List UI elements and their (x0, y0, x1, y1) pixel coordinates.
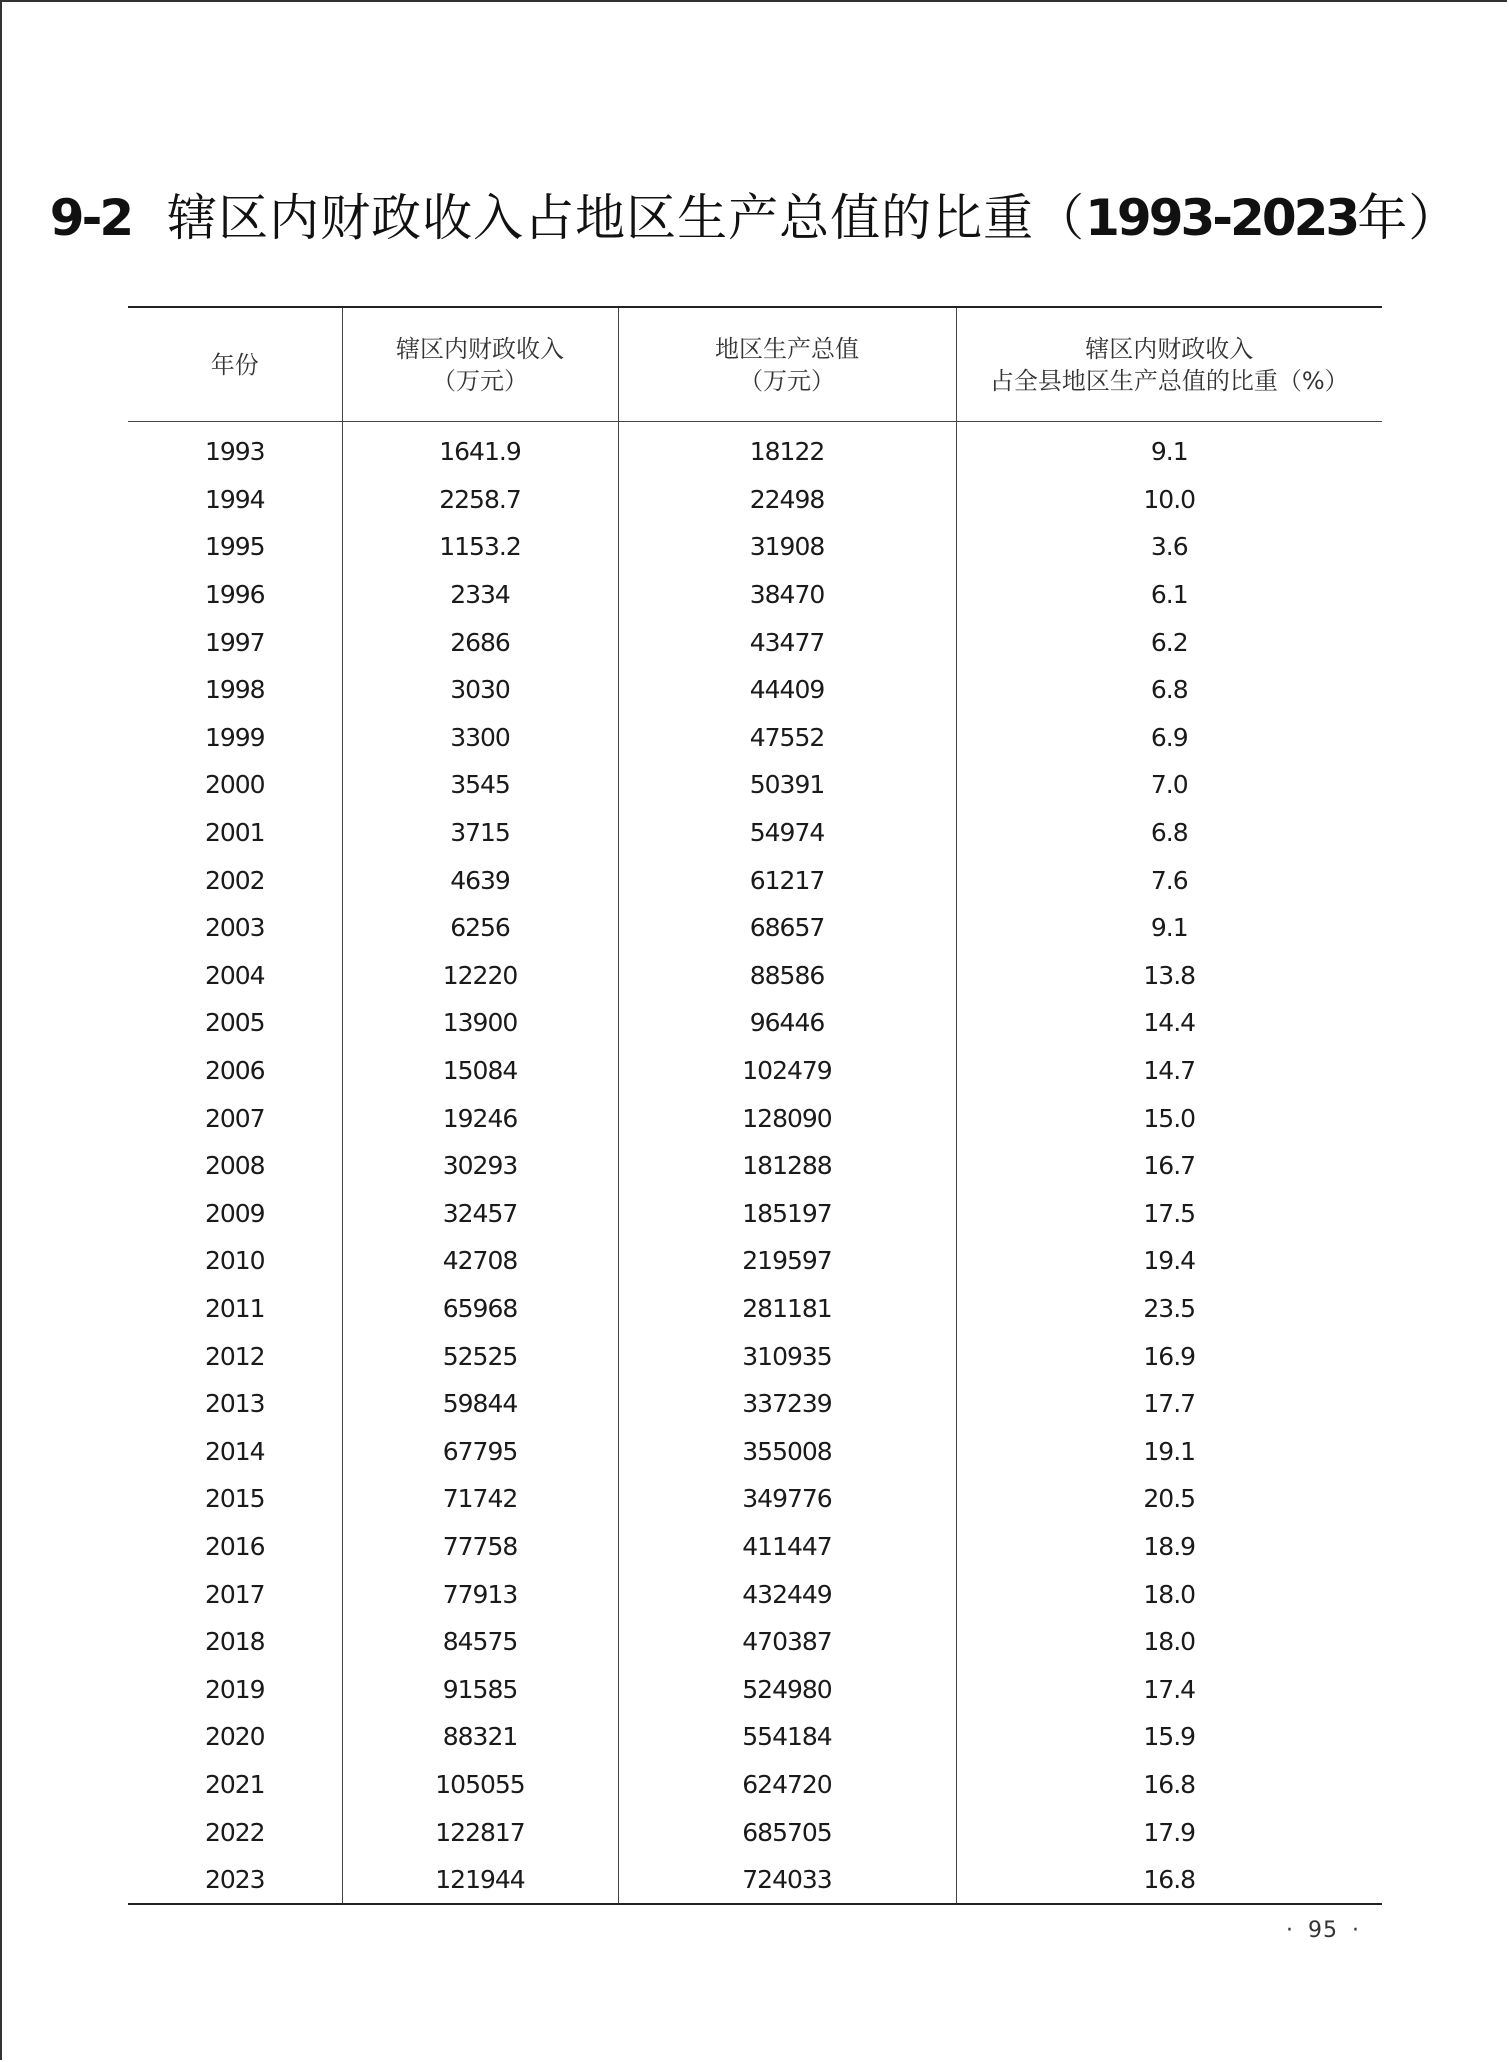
table-row (128, 422, 1382, 476)
data-table-container (128, 306, 1382, 1905)
cell-year: 2006 (204, 1056, 265, 1086)
table-body (128, 422, 1382, 1905)
cell-ratio: 16.9 (956, 1332, 1382, 1380)
table-row (128, 571, 1382, 619)
cell-fiscal-revenue: 42708 (342, 1237, 618, 1285)
header-ratio-line2: 占全县地区生产总值的比重（%） (989, 366, 1349, 395)
cell-ratio: 6.8 (956, 666, 1382, 714)
header-ratio-line1: 辖区内财政收入 (1085, 334, 1254, 363)
table-row (128, 999, 1382, 1047)
cell-gdp: 337239 (618, 1380, 956, 1428)
cell-gdp: 724033 (618, 1856, 956, 1905)
cell-year: 2003 (204, 913, 265, 943)
cell-ratio: 13.8 (956, 952, 1382, 1000)
table-row (128, 1332, 1382, 1380)
cell-year: 1994 (204, 484, 265, 514)
table-row (128, 1665, 1382, 1713)
cell-year: 1997 (204, 627, 265, 657)
cell-gdp: 22498 (618, 476, 956, 524)
cell-fiscal-revenue: 12220 (342, 952, 618, 1000)
cell-year: 2002 (204, 865, 265, 895)
cell-fiscal-revenue: 65968 (342, 1285, 618, 1333)
title-suffix: 年） (1357, 189, 1460, 247)
cell-ratio: 16.8 (956, 1856, 1382, 1905)
cell-ratio: 23.5 (956, 1285, 1382, 1333)
cell-gdp: 219597 (618, 1237, 956, 1285)
header-year-label: 年份 (210, 350, 259, 379)
table-row (128, 1047, 1382, 1095)
cell-fiscal-revenue: 3300 (342, 714, 618, 762)
cell-year: 2014 (204, 1436, 265, 1466)
cell-year: 1996 (204, 580, 265, 610)
cell-gdp: 88586 (618, 952, 956, 1000)
cell-fiscal-revenue: 1153.2 (342, 523, 618, 571)
cell-ratio: 14.4 (956, 999, 1382, 1047)
table-row (128, 1761, 1382, 1809)
table-row (128, 1475, 1382, 1523)
cell-gdp: 38470 (618, 571, 956, 619)
cell-year: 2018 (204, 1627, 265, 1657)
cell-fiscal-revenue: 84575 (342, 1618, 618, 1666)
table-row (128, 1380, 1382, 1428)
table-number: 9-2 (49, 189, 132, 247)
cell-gdp: 411447 (618, 1523, 956, 1571)
table-row (128, 1427, 1382, 1475)
page-number-dot-right: · (1352, 1918, 1360, 1943)
table-row (128, 523, 1382, 571)
cell-gdp: 44409 (618, 666, 956, 714)
cell-ratio: 6.9 (956, 714, 1382, 762)
cell-ratio: 7.0 (956, 761, 1382, 809)
cell-ratio: 17.5 (956, 1190, 1382, 1238)
cell-ratio: 17.9 (956, 1808, 1382, 1856)
cell-fiscal-revenue: 77913 (342, 1570, 618, 1618)
header-year (128, 307, 342, 422)
table-row (128, 761, 1382, 809)
cell-gdp: 61217 (618, 856, 956, 904)
cell-gdp: 96446 (618, 999, 956, 1047)
cell-ratio: 6.1 (956, 571, 1382, 619)
cell-year: 2021 (204, 1769, 265, 1799)
cell-year: 2001 (204, 818, 265, 848)
cell-fiscal-revenue: 15084 (342, 1047, 618, 1095)
cell-fiscal-revenue: 77758 (342, 1523, 618, 1571)
cell-year: 2013 (204, 1389, 265, 1419)
cell-ratio: 15.0 (956, 1094, 1382, 1142)
cell-ratio: 7.6 (956, 856, 1382, 904)
title-years: 1993-2023 (1085, 189, 1358, 247)
cell-year: 2015 (204, 1484, 265, 1514)
cell-fiscal-revenue: 13900 (342, 999, 618, 1047)
cell-ratio: 17.4 (956, 1665, 1382, 1713)
data-table (128, 306, 1382, 1905)
cell-year: 2004 (204, 960, 265, 990)
title-text: 辖区内财政收入占地区生产总值的比重（ (167, 189, 1086, 247)
header-fiscal-revenue-line1: 辖区内财政收入 (396, 334, 564, 363)
cell-year: 2016 (204, 1531, 265, 1561)
table-row (128, 904, 1382, 952)
table-row (128, 1285, 1382, 1333)
cell-fiscal-revenue: 52525 (342, 1332, 618, 1380)
cell-ratio: 18.0 (956, 1618, 1382, 1666)
page-number-value: 95 (1308, 1918, 1338, 1943)
table-row (128, 1237, 1382, 1285)
header-gdp-line2: （万元） (739, 366, 835, 395)
table-row (128, 666, 1382, 714)
cell-fiscal-revenue: 105055 (342, 1761, 618, 1809)
cell-gdp: 349776 (618, 1475, 956, 1523)
cell-year: 1998 (204, 675, 265, 705)
header-fiscal-revenue (342, 307, 618, 422)
cell-ratio: 19.4 (956, 1237, 1382, 1285)
cell-gdp: 685705 (618, 1808, 956, 1856)
cell-gdp: 524980 (618, 1665, 956, 1713)
cell-fiscal-revenue: 2258.7 (342, 476, 618, 524)
table-row (128, 1190, 1382, 1238)
table-row (128, 809, 1382, 857)
cell-fiscal-revenue: 1641.9 (342, 422, 618, 476)
table-row (128, 476, 1382, 524)
table-header (128, 307, 1382, 422)
header-row (128, 307, 1382, 422)
cell-ratio: 16.7 (956, 1142, 1382, 1190)
cell-year: 2011 (204, 1293, 265, 1323)
cell-gdp: 68657 (618, 904, 956, 952)
cell-ratio: 19.1 (956, 1427, 1382, 1475)
cell-fiscal-revenue: 67795 (342, 1427, 618, 1475)
cell-fiscal-revenue: 91585 (342, 1665, 618, 1713)
page-number-dot-left: · (1286, 1918, 1294, 1943)
cell-fiscal-revenue: 3030 (342, 666, 618, 714)
cell-ratio: 3.6 (956, 523, 1382, 571)
header-fiscal-revenue-line2: （万元） (432, 366, 528, 395)
cell-year: 2007 (204, 1103, 265, 1133)
cell-gdp: 54974 (618, 809, 956, 857)
cell-gdp: 470387 (618, 1618, 956, 1666)
cell-gdp: 432449 (618, 1570, 956, 1618)
cell-ratio: 17.7 (956, 1380, 1382, 1428)
cell-gdp: 43477 (618, 618, 956, 666)
cell-gdp: 355008 (618, 1427, 956, 1475)
header-gdp (618, 307, 956, 422)
page-number (1272, 1918, 1374, 1943)
table-row (128, 714, 1382, 762)
cell-ratio: 6.2 (956, 618, 1382, 666)
cell-ratio: 9.1 (956, 904, 1382, 952)
table-row (128, 1618, 1382, 1666)
cell-gdp: 281181 (618, 1285, 956, 1333)
cell-year: 2000 (204, 770, 265, 800)
cell-fiscal-revenue: 30293 (342, 1142, 618, 1190)
cell-ratio: 9.1 (956, 422, 1382, 476)
cell-gdp: 624720 (618, 1761, 956, 1809)
cell-ratio: 20.5 (956, 1475, 1382, 1523)
cell-year: 2008 (204, 1151, 265, 1181)
cell-fiscal-revenue: 6256 (342, 904, 618, 952)
cell-gdp: 181288 (618, 1142, 956, 1190)
cell-fiscal-revenue: 19246 (342, 1094, 618, 1142)
table-row (128, 1856, 1382, 1905)
cell-ratio: 18.9 (956, 1523, 1382, 1571)
cell-ratio: 18.0 (956, 1570, 1382, 1618)
table-row (128, 1142, 1382, 1190)
table-row (128, 1570, 1382, 1618)
header-ratio (956, 307, 1382, 422)
cell-gdp: 310935 (618, 1332, 956, 1380)
cell-year: 2017 (204, 1579, 265, 1609)
cell-year: 2022 (204, 1817, 265, 1847)
cell-gdp: 50391 (618, 761, 956, 809)
table-row (128, 1523, 1382, 1571)
cell-year: 1995 (204, 532, 265, 562)
cell-year: 2019 (204, 1674, 265, 1704)
cell-gdp: 47552 (618, 714, 956, 762)
cell-fiscal-revenue: 88321 (342, 1713, 618, 1761)
header-gdp-line1: 地区生产总值 (715, 334, 859, 363)
table-row (128, 856, 1382, 904)
cell-year: 2023 (204, 1865, 265, 1895)
cell-ratio: 10.0 (956, 476, 1382, 524)
table-row (128, 952, 1382, 1000)
cell-ratio: 14.7 (956, 1047, 1382, 1095)
cell-year: 2020 (204, 1722, 265, 1752)
cell-year: 2009 (204, 1198, 265, 1228)
cell-fiscal-revenue: 121944 (342, 1856, 618, 1905)
cell-year: 2005 (204, 1008, 265, 1038)
cell-gdp: 102479 (618, 1047, 956, 1095)
table-row (128, 1094, 1382, 1142)
cell-ratio: 16.8 (956, 1761, 1382, 1809)
cell-fiscal-revenue: 59844 (342, 1380, 618, 1428)
cell-gdp: 31908 (618, 523, 956, 571)
table-row (128, 1713, 1382, 1761)
cell-gdp: 18122 (618, 422, 956, 476)
cell-fiscal-revenue: 71742 (342, 1475, 618, 1523)
cell-gdp: 185197 (618, 1190, 956, 1238)
cell-fiscal-revenue: 2334 (342, 571, 618, 619)
cell-fiscal-revenue: 2686 (342, 618, 618, 666)
table-row (128, 618, 1382, 666)
cell-fiscal-revenue: 3545 (342, 761, 618, 809)
cell-gdp: 554184 (618, 1713, 956, 1761)
cell-fiscal-revenue: 4639 (342, 856, 618, 904)
page-title (0, 178, 1509, 250)
cell-year: 2010 (204, 1246, 265, 1276)
cell-year: 2012 (204, 1341, 265, 1371)
cell-ratio: 15.9 (956, 1713, 1382, 1761)
cell-year: 1993 (204, 437, 265, 467)
table-row (128, 1808, 1382, 1856)
cell-fiscal-revenue: 3715 (342, 809, 618, 857)
cell-fiscal-revenue: 32457 (342, 1190, 618, 1238)
cell-ratio: 6.8 (956, 809, 1382, 857)
cell-gdp: 128090 (618, 1094, 956, 1142)
cell-fiscal-revenue: 122817 (342, 1808, 618, 1856)
cell-year: 1999 (204, 722, 265, 752)
